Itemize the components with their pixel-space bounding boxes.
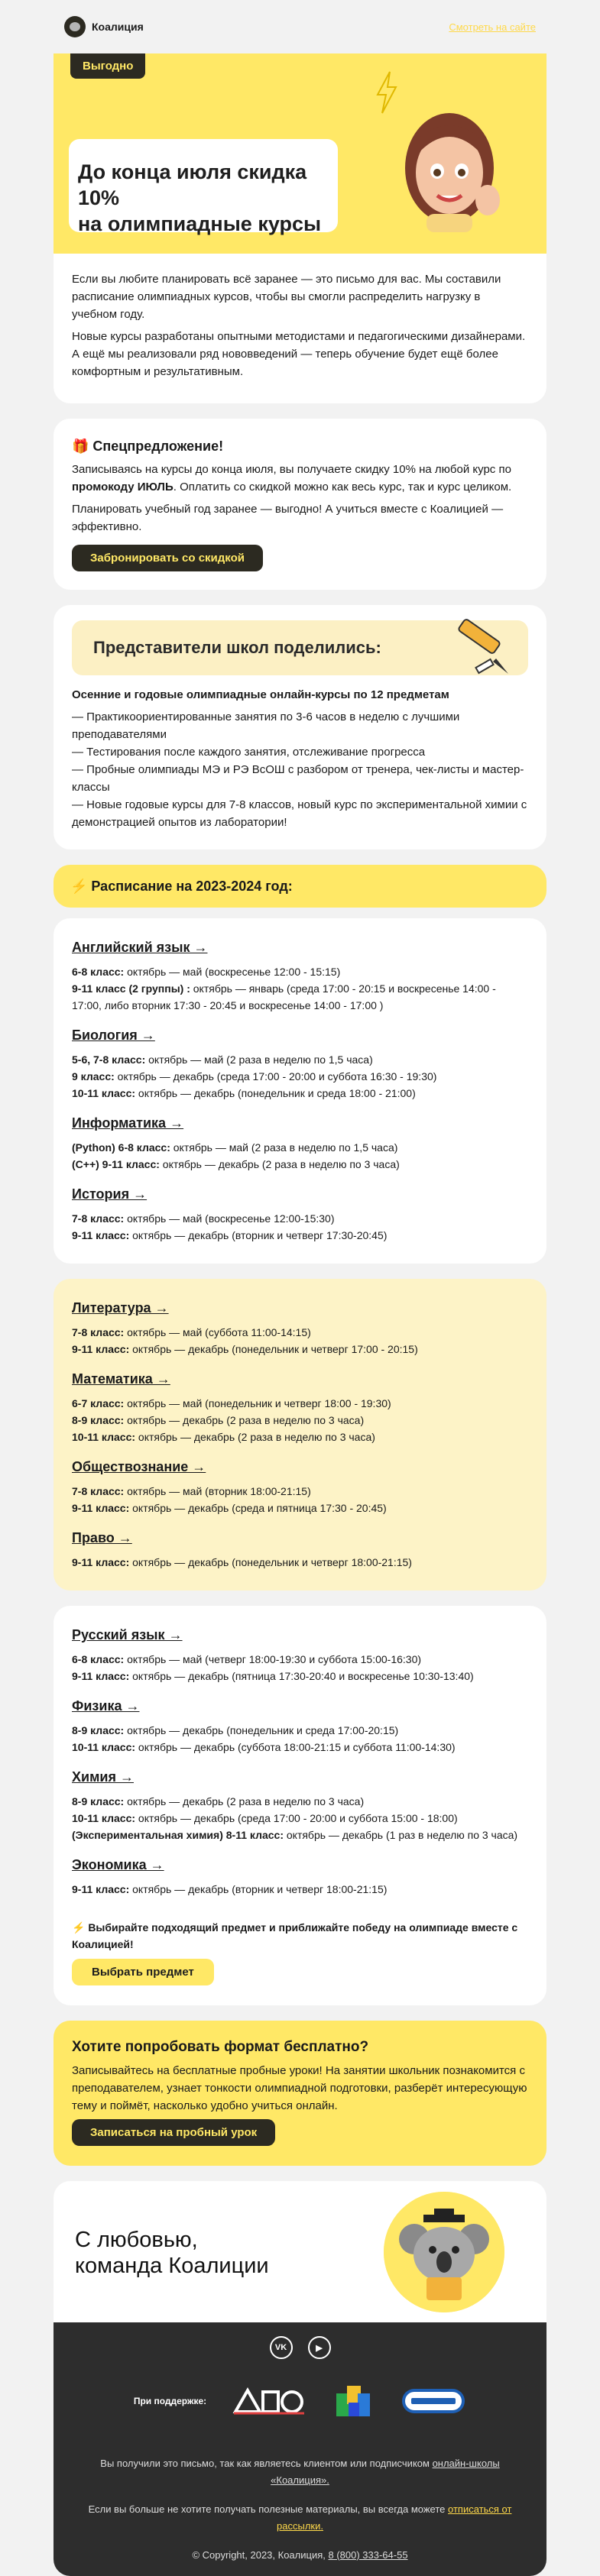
social-links <box>72 2336 528 2359</box>
choose-subject-button[interactable]: Выбрать предмет <box>72 1959 214 1985</box>
reps-card <box>54 605 546 849</box>
schedule-line: 8-9 класс: октябрь — декабрь (2 раза в неделю по 3 часа) <box>72 1795 365 1807</box>
signature-section <box>54 2181 546 2322</box>
footer <box>54 2322 546 2576</box>
hero-title-line1: До конца июля скидка 10% <box>78 160 307 209</box>
subject-link[interactable]: Математика → <box>72 1371 170 1387</box>
schedule-line: 7-8 класс: октябрь — май (суббота 11:00-14:15) <box>72 1326 311 1338</box>
subject-link[interactable]: Английский язык → <box>72 940 208 955</box>
subject-link[interactable]: Информатика → <box>72 1115 184 1131</box>
trial-title: Хотите попробовать формат бесплатно? <box>72 2039 369 2055</box>
partners-row <box>72 2374 528 2428</box>
list-item: — Пробные олимпиады МЭ и РЭ ВсОШ с разбором от тренера, чек-листы и мастер-классы <box>72 763 524 794</box>
offer-title: 🎁 Спецпредложение! <box>72 439 224 454</box>
schedule-line: 9-11 класс (2 группы) : октябрь — январь (среда 17:00 - 20:15 и воскресенье 14:00 - 17:00, либо вторник 17:30 - 20:45 и воскресенье 14:00 - 17:00 ) <box>72 982 496 1011</box>
book-discount-button[interactable]: Забронировать со скидкой <box>72 545 263 571</box>
schedule-line: 9-11 класс: октябрь — декабрь (понедельник и четверг 18:00-21:15) <box>72 1556 412 1568</box>
subject-link[interactable]: Обществознание → <box>72 1459 206 1474</box>
list-item: — Новые годовые курсы для 7-8 классов, новый курс по экспериментальной химии с демонстрацией опытов из лаборатории! <box>72 798 527 829</box>
subject-link[interactable]: Право → <box>72 1530 132 1545</box>
girl-avatar-icon <box>397 102 512 232</box>
choose-text: ⚡ Выбирайте подходящий предмет и приближайте победу на олимпиаде вместе с Коалицией! <box>72 1921 518 1950</box>
schedule-line: 10-11 класс: октябрь — декабрь (суббота 18:00-21:15 и суббота 11:00-14:30) <box>72 1741 456 1753</box>
reps-headline: Осенние и годовые олимпиадные онлайн-курсы по 12 предметам <box>72 688 449 701</box>
subject-link[interactable]: Биология → <box>72 1027 155 1043</box>
schedule-line: (Экспериментальная химия) 8-11 класс: октябрь — декабрь (1 раз в неделю по 3 часа) <box>72 1829 518 1841</box>
intro-text <box>54 254 546 403</box>
schedule-line: 9-11 класс: октябрь — декабрь (понедельник и четверг 17:00 - 20:15) <box>72 1343 418 1355</box>
copyright: © Copyright, 2023, Коалиция, 8 (800) 333-64-55 <box>192 2549 408 2561</box>
list-item: — Практикоориентированные занятия по 3-6 часов в неделю с лучшими преподавателями <box>72 710 460 741</box>
koala-mascot-icon <box>384 2192 504 2312</box>
offer-paragraph-2: Планировать учебный год заранее — выгодно! А учиться вместе с Коалицией — эффективно. <box>72 503 504 533</box>
schedule-title: ⚡ Расписание на 2023-2024 год: <box>54 865 546 908</box>
reps-list <box>72 708 528 831</box>
trial-text: Записывайтесь на бесплатные пробные уроки! На занятии школьник познакомится с преподавателем, узнает тонкости олимпиадной подготовки, разберёт интересующую тему и поймёт, насколько удобно учиться онлайн. <box>72 2064 527 2112</box>
schedule-line: 9-11 класс: октябрь — декабрь (вторник и четверг 18:00-21:15) <box>72 1883 388 1895</box>
subject-link[interactable]: История → <box>72 1186 148 1202</box>
pencil-icon <box>453 623 513 678</box>
reps-banner <box>72 620 528 675</box>
schedule-block-2 <box>54 1279 546 1591</box>
partner-logo-2-icon[interactable] <box>332 2380 375 2422</box>
schedule-line: 9 класс: октябрь — декабрь (среда 17:00 - 20:00 и суббота 16:30 - 19:30) <box>72 1070 437 1083</box>
header <box>54 0 546 53</box>
schedule-line: 10-11 класс: октябрь — декабрь (2 раза в неделю по 3 часа) <box>72 1431 375 1443</box>
footer-note-1: Вы получили это письмо, так как являетесь клиентом или подписчиком онлайн-школы «Коалиция». <box>100 2458 500 2486</box>
hero-banner <box>54 53 546 254</box>
hero-card <box>54 53 546 403</box>
intro-paragraph-2: Новые курсы разработаны опытными методистами и педагогическими дизайнерами. А ещё мы реализовали ряд нововведений — теперь обучение будет ещё более комфортным и результативным. <box>72 330 526 378</box>
offer-paragraph-1: Записываясь на курсы до конца июля, вы получаете скидку 10% на любой курс по промокоду ИЮЛЬ. Оплатить со скидкой можно как весь курс, так и курс целиком. <box>72 463 512 494</box>
view-on-site-link[interactable]: Смотреть на сайте <box>449 21 536 33</box>
footer-note-2: Если вы больше не хотите получать полезные материалы, вы всегда можете отписаться от рассылки. <box>88 2503 512 2532</box>
school-link[interactable]: онлайн-школы «Коалиция». <box>271 2458 500 2486</box>
brand-name: Коалиция <box>92 21 144 33</box>
subject-link[interactable]: Химия → <box>72 1769 134 1785</box>
offer-card <box>54 419 546 590</box>
youtube-icon[interactable]: ▶ <box>308 2336 331 2359</box>
promo-code: промокоду ИЮЛЬ <box>72 481 174 494</box>
phone-link[interactable]: 8 (800) 333-64-55 <box>328 2549 408 2561</box>
schedule-line: 5-6, 7-8 класс: октябрь — май (2 раза в неделю по 1,5 часа) <box>72 1053 373 1066</box>
signature-text: С любовью, команда Коалиции <box>75 2228 269 2278</box>
koala-logo-icon <box>64 16 86 37</box>
email-container <box>54 0 546 2576</box>
schedule-block-1 <box>54 918 546 1264</box>
subject-link[interactable]: Физика → <box>72 1698 140 1714</box>
intro-paragraph-1: Если вы любите планировать всё заранее — это письмо для вас. Мы составили расписание олимпиадных курсов, чтобы вы смогли распределить нагрузку в учебном году. <box>72 273 501 321</box>
schedule-line: 8-9 класс: октябрь — декабрь (понедельник и среда 17:00-20:15) <box>72 1724 399 1736</box>
schedule-line: 9-11 класс: октябрь — декабрь (пятница 17:30-20:40 и воскресенье 10:30-13:40) <box>72 1670 474 1682</box>
hero-title-line2: на олимпиадные курсы <box>78 212 322 235</box>
subject-link[interactable]: Русский язык → <box>72 1627 183 1642</box>
trial-lesson-button[interactable]: Записаться на пробный урок <box>72 2119 275 2146</box>
partner-logo-3-icon[interactable] <box>401 2386 466 2416</box>
support-label: При поддержке: <box>133 2396 207 2406</box>
schedule-line: (С++) 9-11 класс: октябрь — декабрь (2 раза в неделю по 3 часа) <box>72 1158 400 1170</box>
partner-logo-1-icon[interactable] <box>232 2386 306 2416</box>
lightning-icon <box>373 70 401 115</box>
schedule-line: 7-8 класс: октябрь — май (воскресенье 12:00-15:30) <box>72 1212 335 1225</box>
schedule-line: 10-11 класс: октябрь — декабрь (среда 17:00 - 20:00 и суббота 15:00 - 18:00) <box>72 1812 458 1824</box>
schedule-line: 9-11 класс: октябрь — декабрь (вторник и четверг 17:30-20:45) <box>72 1229 388 1241</box>
trial-card <box>54 2021 546 2166</box>
unsubscribe-link[interactable]: отписаться от рассылки. <box>277 2503 512 2532</box>
subject-link[interactable]: Литература → <box>72 1300 169 1316</box>
schedule-line: 6-8 класс: октябрь — май (воскресенье 12:00 - 15:15) <box>72 966 341 978</box>
schedule-line: 10-11 класс: октябрь — декабрь (понедельник и среда 18:00 - 21:00) <box>72 1087 416 1099</box>
vk-icon[interactable]: VK <box>270 2336 293 2359</box>
schedule-line: 6-8 класс: октябрь — май (четверг 18:00-19:30 и суббота 15:00-16:30) <box>72 1653 422 1665</box>
list-item: — Тестирования после каждого занятия, отслеживание прогресса <box>72 746 426 759</box>
reps-banner-title: Представители школ поделились: <box>93 638 381 657</box>
schedule-line: 6-7 класс: октябрь — май (понедельник и четверг 18:00 - 19:30) <box>72 1397 391 1409</box>
schedule-line: (Python) 6-8 класс: октябрь — май (2 раза в неделю по 1,5 часа) <box>72 1141 398 1154</box>
schedule-block-3 <box>54 1606 546 2005</box>
schedule-line: 7-8 класс: октябрь — май (вторник 18:00-21:15) <box>72 1485 311 1497</box>
schedule-line: 8-9 класс: октябрь — декабрь (2 раза в неделю по 3 часа) <box>72 1414 365 1426</box>
brand-logo[interactable] <box>64 16 144 37</box>
subject-link[interactable]: Экономика → <box>72 1857 164 1872</box>
promo-badge: Выгодно <box>70 53 145 79</box>
hero-title <box>69 139 338 235</box>
schedule-line: 9-11 класс: октябрь — декабрь (среда и пятница 17:30 - 20:45) <box>72 1502 387 1514</box>
